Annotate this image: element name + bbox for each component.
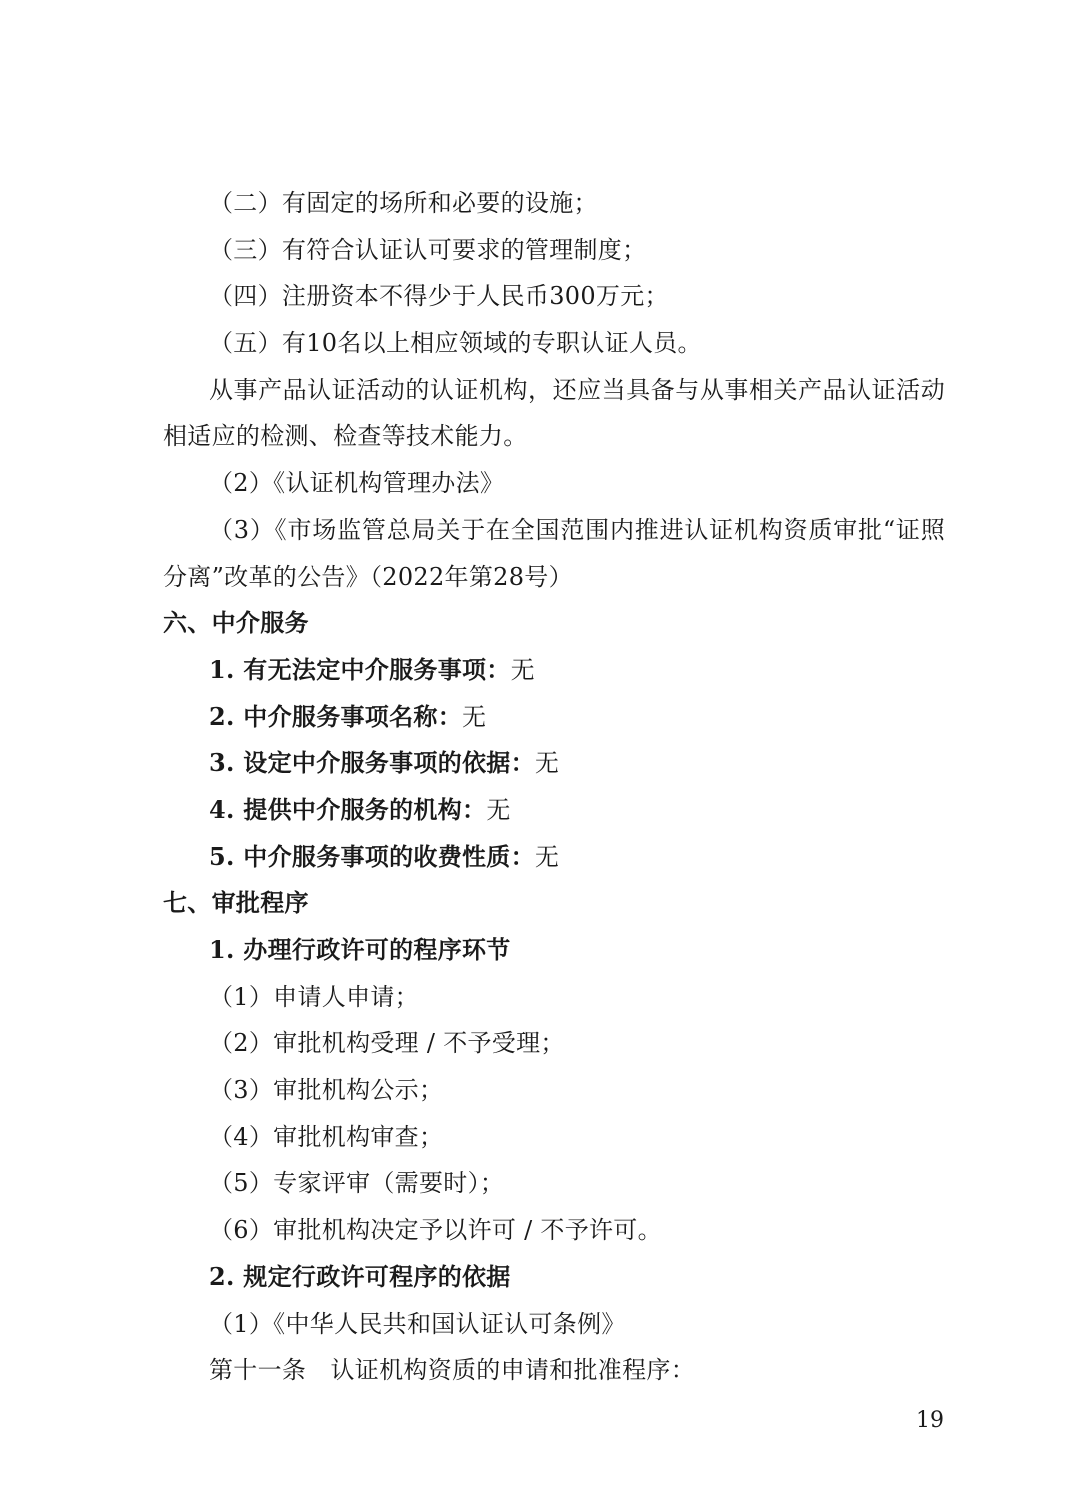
intermediary-item-1-value: 无: [510, 655, 535, 684]
subheading-procedure-steps: 1. 办理行政许可的程序环节: [209, 935, 511, 964]
intermediary-item-2-label: 2. 中介服务事项名称：: [209, 701, 463, 731]
intermediary-item-4-label: 4. 提供中介服务的机构：: [209, 794, 487, 824]
section-heading-approval-procedure: 七、审批程序: [163, 889, 309, 918]
intermediary-item-4: [163, 787, 945, 834]
product-cert-paragraph-line-1: 从事产品认证活动的认证机构，还应当具备与从事相关产品认证活动: [209, 375, 945, 404]
procedure-step-4: （4）审批机构审查；: [209, 1122, 444, 1151]
intermediary-item-2-value: 无: [462, 702, 487, 731]
intermediary-item-3: [163, 740, 945, 787]
condition-item-2: （二）有固定的场所和必要的设施；: [209, 189, 598, 217]
condition-item-3: （三）有符合认证认可要求的管理制度；: [209, 235, 647, 264]
subheading-procedure-basis: 2. 规定行政许可程序的依据: [209, 1261, 511, 1291]
intermediary-item-3-value: 无: [534, 749, 560, 778]
intermediary-item-5-label: 5. 中介服务事项的收费性质：: [209, 841, 535, 871]
intermediary-item-1: [163, 647, 945, 694]
intermediary-item-2: [163, 694, 945, 741]
product-cert-paragraph-line-2: 相适应的检测、检查等技术能力。: [163, 422, 528, 451]
basis-item-3-line-2: 分离”改革的公告》（2022年第28号）: [163, 562, 573, 591]
procedure-step-5: （5）专家评审（需要时）；: [209, 1169, 505, 1198]
page-number: 19: [916, 1408, 944, 1433]
basis-item-3-line-1: （3）《市场监管总局关于在全国范围内推进认证机构资质审批“证照: [209, 515, 945, 544]
condition-item-5: （五）有10名以上相应领域的专职认证人员。: [209, 329, 702, 358]
intermediary-item-1-label: 1. 有无法定中介服务事项：: [209, 654, 511, 684]
section-heading-intermediary-services: 六、中介服务: [163, 609, 309, 638]
procedure-step-1: （1）申请人申请；: [209, 982, 419, 1011]
page-body: [163, 180, 945, 1394]
procedure-step-3: （3）审批机构公示；: [209, 1076, 444, 1105]
intermediary-item-5-value: 无: [534, 842, 560, 871]
intermediary-item-5: [163, 834, 945, 881]
procedure-step-2: （2）审批机构受理 / 不予受理；: [209, 1029, 565, 1058]
procedure-basis-item-1: （1）《中华人民共和国认证认可条例》: [209, 1309, 626, 1338]
article-11-intro: 第十一条 认证机构资质的申请和批准程序：: [209, 1356, 695, 1385]
intermediary-item-4-value: 无: [486, 795, 511, 824]
basis-item-2: （2）《认证机构管理办法》: [209, 469, 505, 498]
condition-item-4: （四）注册资本不得少于人民币300万元；: [209, 282, 669, 311]
intermediary-item-3-label: 3. 设定中介服务事项的依据：: [209, 748, 535, 778]
procedure-step-6: （6）审批机构决定予以许可 / 不予许可。: [209, 1216, 662, 1245]
